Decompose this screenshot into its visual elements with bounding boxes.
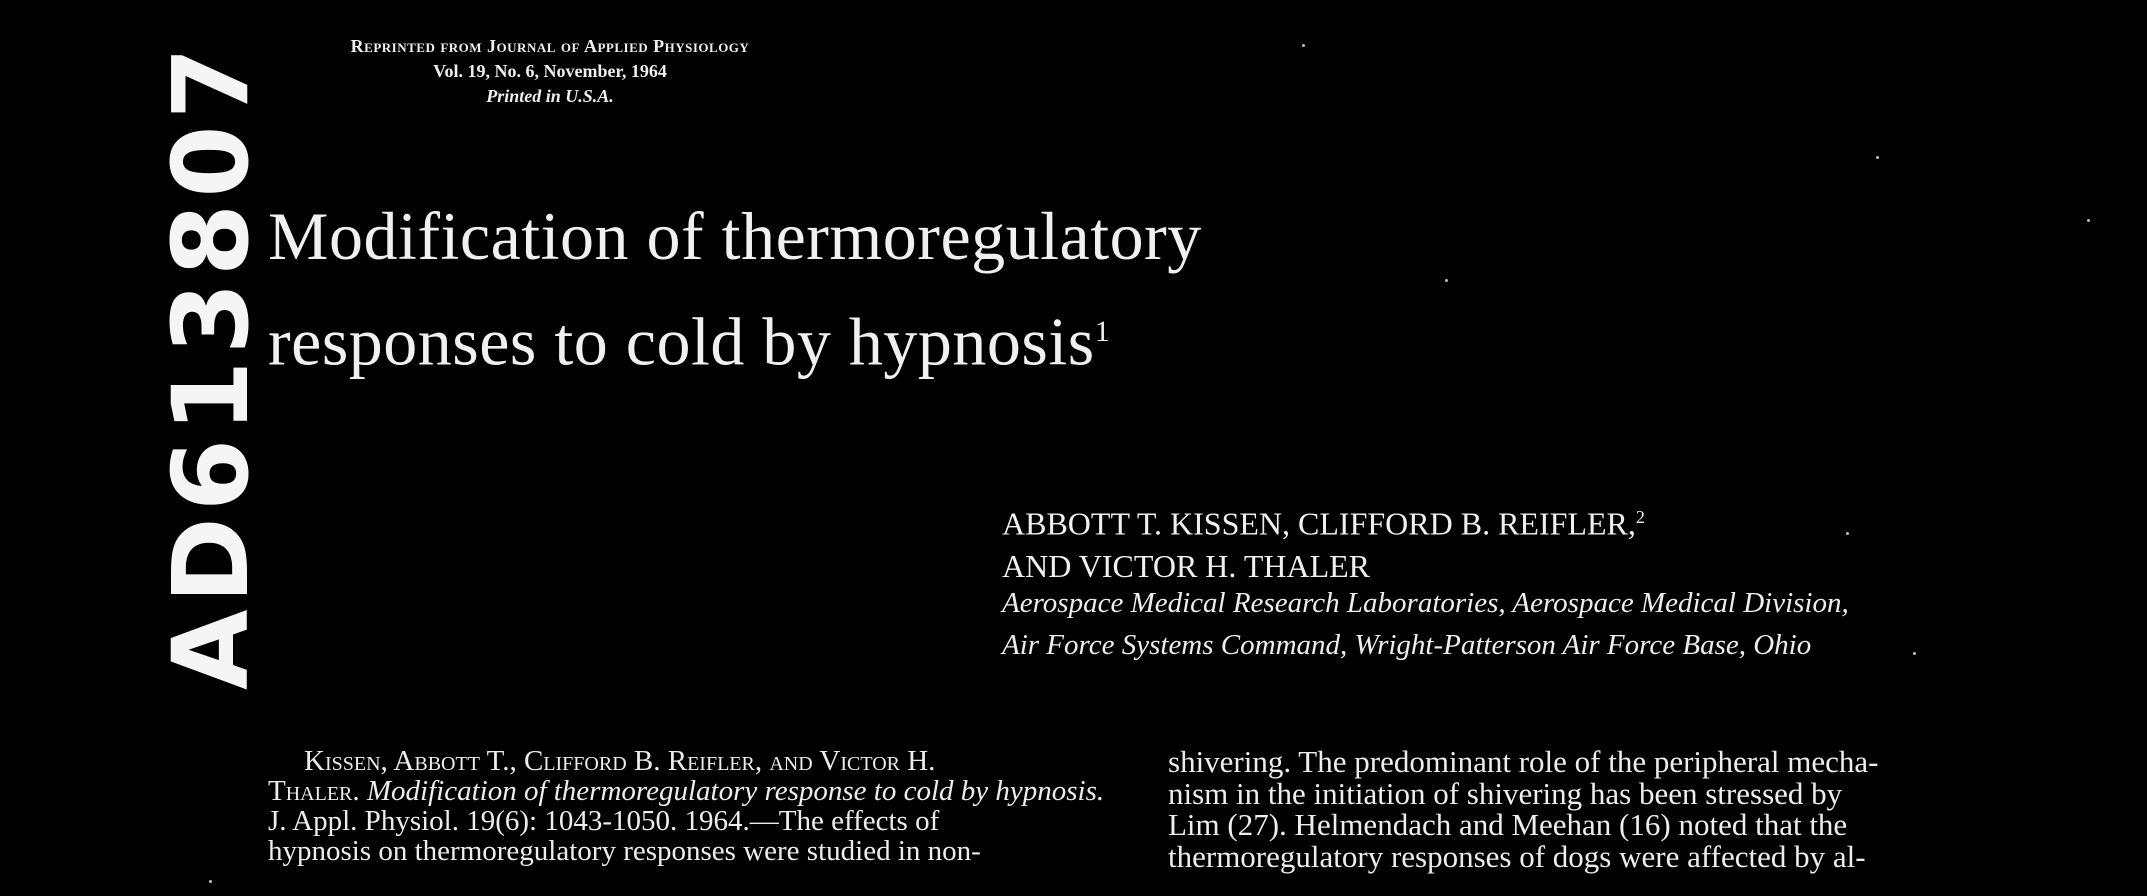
body-column-right: [1168, 746, 2016, 872]
body-line-2: nism in the initiation of shivering has been stressed by: [1168, 775, 1843, 811]
authors-line-2: AND VICTOR H. THALER: [1002, 547, 1371, 584]
abstract-line-3: J. Appl. Physiol. 19(6): 1043-1050. 1964.—The effects of: [268, 805, 940, 837]
body-line-1: shivering. The predominant role of the peripheral mecha-: [1168, 744, 1879, 779]
author-footnote-mark: 2: [1635, 507, 1645, 527]
affiliation: [1002, 582, 1849, 666]
reprint-source: Reprinted from Journal of Applied Physiology: [350, 36, 750, 56]
handwritten-document-number: AD613807: [150, 41, 272, 690]
title-footnote-mark: 1: [1094, 315, 1111, 348]
scan-speck: [209, 880, 212, 883]
authors-line-1: [1002, 496, 1645, 545]
article-title: [268, 188, 1202, 390]
abstract-citation-title: Modification of thermoregulatory response to cold by hypnosis.: [366, 775, 1105, 807]
scan-speck: [1302, 44, 1305, 47]
reprint-notice: [270, 34, 830, 109]
scan-speck: [1445, 279, 1448, 282]
abstract-author-tail: Thaler.: [268, 775, 360, 807]
abstract-column: [268, 746, 1108, 866]
title-line-2-text: responses to cold by hypnosis: [268, 303, 1095, 380]
body-line-3: Lim (27). Helmendach and Meehan (16) noted that the: [1168, 807, 1848, 842]
title-line-1: Modification of thermoregulatory: [268, 198, 1202, 274]
affiliation-line-1: Aerospace Medical Research Laboratories, Aerospace Medical Division,: [1002, 587, 1849, 619]
scan-speck: [2087, 219, 2090, 222]
author-list: [1002, 496, 1645, 587]
scan-speck: [1913, 652, 1916, 655]
abstract-line-4: hypnosis on thermoregulatory responses were studied in non-: [268, 835, 981, 867]
scan-speck: [1846, 532, 1849, 535]
authors-line-1-text: ABBOTT T. KISSEN, CLIFFORD B. REIFLER,: [1002, 505, 1636, 542]
abstract-line-2: [268, 776, 1108, 806]
reprint-printed: Printed in U.S.A.: [486, 86, 614, 106]
reprint-volume: Vol. 19, No. 6, November, 1964: [433, 61, 667, 81]
abstract-line-1: Kissen, Abbott T., Clifford B. Reifler, and Victor H.: [304, 745, 936, 777]
body-line-4: thermoregulatory responses of dogs were affected by al-: [1168, 838, 1866, 874]
affiliation-line-2: Air Force Systems Command, Wright-Patterson Air Force Base, Ohio: [1002, 629, 1812, 661]
scan-speck: [1876, 156, 1879, 159]
title-line-2: [268, 284, 1202, 390]
